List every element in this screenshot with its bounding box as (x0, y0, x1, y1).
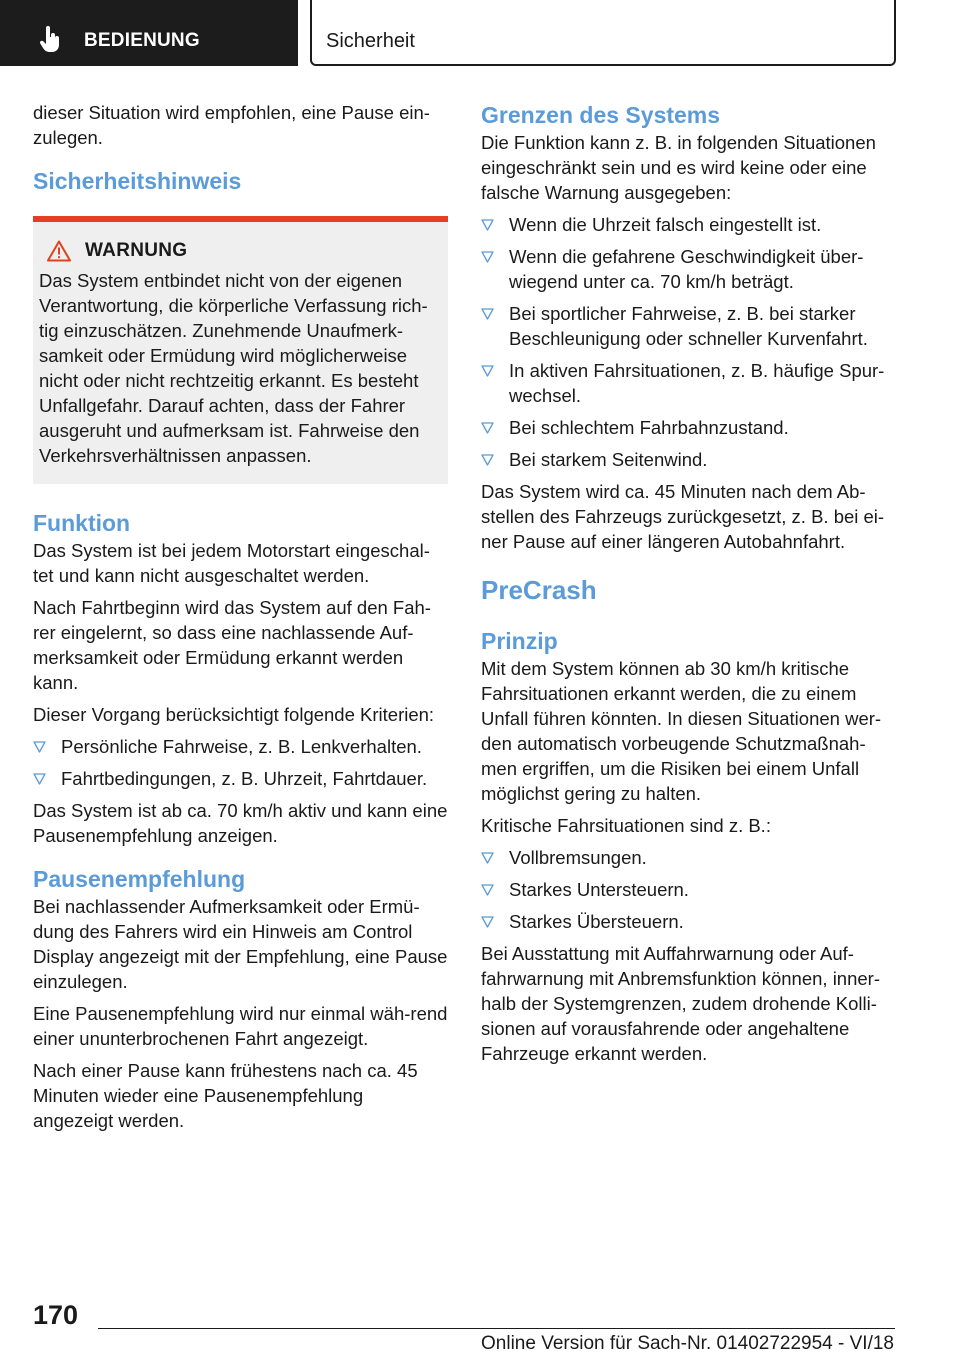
footer-divider (98, 1328, 895, 1329)
pause-heading: Pausenempfehlung (33, 866, 246, 892)
online-version-text: Online Version für Sach-Nr. 01402722954 - VI/18 (481, 1333, 894, 1354)
list-item (481, 212, 895, 237)
limits-list (481, 212, 895, 472)
list-item-text: Starkes Untersteuern. (509, 879, 689, 900)
list-item-text: Wenn die Uhrzeit falsch eingestellt ist. (509, 214, 822, 235)
bullet-triangle-icon (481, 916, 494, 928)
list-item-text: Bei schlechtem Fahrbahnzustand. (509, 417, 789, 438)
warning-triangle-icon (47, 240, 71, 262)
funktion-paragraph: Dieser Vorgang berücksichtigt folgende Kriterien: (33, 704, 435, 725)
section-label: Sicherheit (326, 30, 415, 52)
bullet-triangle-icon (481, 852, 494, 864)
list-item (481, 877, 895, 902)
grenzen-paragraph: Die Funktion kann z. B. in folgenden Situationen eingeschränkt sein und es wird keine oder eine falsche Warnung ausgegeben: (481, 132, 876, 203)
prinzip-heading: Prinzip (481, 628, 558, 654)
prinzip-paragraph: Kritische Fahrsituationen sind z. B.: (481, 815, 771, 836)
bullet-triangle-icon (481, 308, 494, 320)
critical-list (481, 845, 895, 934)
grenzen-paragraph: Das System wird ca. 45 Minuten nach dem Ab-stellen des Fahrzeugs zurückgesetzt, z. B. bei ei-ner Pause auf einer längeren Autobahnfahrt. (481, 481, 885, 552)
chapter-tab (0, 0, 298, 66)
left-column (33, 100, 448, 1140)
bullet-triangle-icon (481, 219, 494, 231)
list-item-text: Wenn die gefahrene Geschwindigkeit über-wiegend unter ca. 70 km/h beträgt. (509, 246, 864, 292)
list-item-text: Bei starkem Seitenwind. (509, 449, 708, 470)
bullet-triangle-icon (481, 251, 494, 263)
pause-paragraph: Bei nachlassender Aufmerksamkeit oder Ermü-dung des Fahrers wird ein Hinweis am Control Display angezeigt mit der Empfehlung, eine Pause einzulegen. (33, 896, 448, 992)
list-item-text: Bei sportlicher Fahrweise, z. B. bei starker Beschleunigung oder schneller Kurvenfahrt. (509, 303, 868, 349)
intro-paragraph: dieser Situation wird empfohlen, eine Pause ein-zulegen. (33, 102, 430, 148)
list-item (481, 415, 895, 440)
hand-pointer-icon (40, 26, 62, 52)
criteria-list (33, 734, 448, 791)
prinzip-paragraph: Mit dem System können ab 30 km/h kritische Fahrsituationen erkannt werden, die zu einem Unfall führen könnten. In diesen Situationen wer-den automatisch vorbeugende Schutzmaßnah-men ergriffen, um die Risiken bei einem Unfall möglichst gering zu halten. (481, 658, 882, 804)
warning-title: WARNUNG (85, 240, 188, 261)
bullet-triangle-icon (33, 741, 46, 753)
grenzen-heading: Grenzen des Systems (481, 102, 721, 128)
funktion-paragraph: Das System ist ab ca. 70 km/h aktiv und kann eine Pausenempfehlung anzeigen. (33, 800, 448, 846)
section-box (310, 0, 896, 66)
funktion-heading: Funktion (33, 510, 131, 536)
list-item (481, 244, 895, 294)
chapter-label: BEDIENUNG (84, 30, 200, 51)
page-number: 170 (33, 1300, 79, 1330)
pause-paragraph: Eine Pausenempfehlung wird nur einmal wäh-rend einer ununterbrochenen Fahrt angezeigt. (33, 1003, 448, 1049)
list-item (33, 766, 448, 791)
list-item (481, 845, 895, 870)
list-item-text: In aktiven Fahrsituationen, z. B. häufige Spur-wechsel. (509, 360, 885, 406)
bullet-triangle-icon (481, 454, 494, 466)
list-item-text: Persönliche Fahrweise, z. B. Lenkverhalten. (61, 736, 422, 757)
warning-header (39, 240, 440, 262)
bullet-triangle-icon (481, 884, 494, 896)
list-item-text: Vollbremsungen. (509, 847, 647, 868)
list-item (481, 301, 895, 351)
list-item-text: Fahrtbedingungen, z. B. Uhrzeit, Fahrtdauer. (61, 768, 428, 789)
pause-paragraph: Nach einer Pause kann frühestens nach ca. 45 Minuten wieder eine Pausenempfehlung angezeigt werden. (33, 1060, 418, 1131)
bullet-triangle-icon (481, 365, 494, 377)
right-column (481, 100, 895, 1073)
funktion-paragraph: Nach Fahrtbeginn wird das System auf den Fah-rer eingelernt, so dass eine nachlassende Auf-merksamkeit oder Ermüdung erkannt werden kann. (33, 597, 431, 693)
list-item (481, 447, 895, 472)
list-item (481, 909, 895, 934)
funktion-paragraph: Das System ist bei jedem Motorstart eingeschal-tet und kann nicht ausgeschaltet werden. (33, 540, 430, 586)
list-item-text: Starkes Übersteuern. (509, 911, 684, 932)
bullet-triangle-icon (481, 422, 494, 434)
page-header (0, 0, 960, 66)
safety-heading: Sicherheitshinweis (33, 168, 242, 194)
prinzip-paragraph: Bei Ausstattung mit Auffahrwarnung oder Auf-fahrwarnung mit Anbremsfunktion können, inner-halb der Systemgrenzen, zudem drohende Kolli-sionen auf vorausfahrende oder angehaltene Fahrzeuge erkannt werden. (481, 943, 880, 1064)
warning-text: Das System entbindet nicht von der eigenen Verantwortung, die körperliche Verfassung rich-tig einzuschätzen. Zunehmende Unaufmerk-samkeit oder Ermüdung wird möglicherweise nicht oder nicht rechtzeitig erkannt. Es besteht Unfallgefahr. Darauf achten, dass der Fahrer ausgeruht und aufmerksam ist. Fahrweise den Verkehrsverhältnissen anpassen. (39, 270, 428, 466)
list-item (481, 358, 895, 408)
precrash-heading: PreCrash (481, 575, 597, 605)
warning-box (33, 216, 448, 484)
list-item (33, 734, 448, 759)
bullet-triangle-icon (33, 773, 46, 785)
